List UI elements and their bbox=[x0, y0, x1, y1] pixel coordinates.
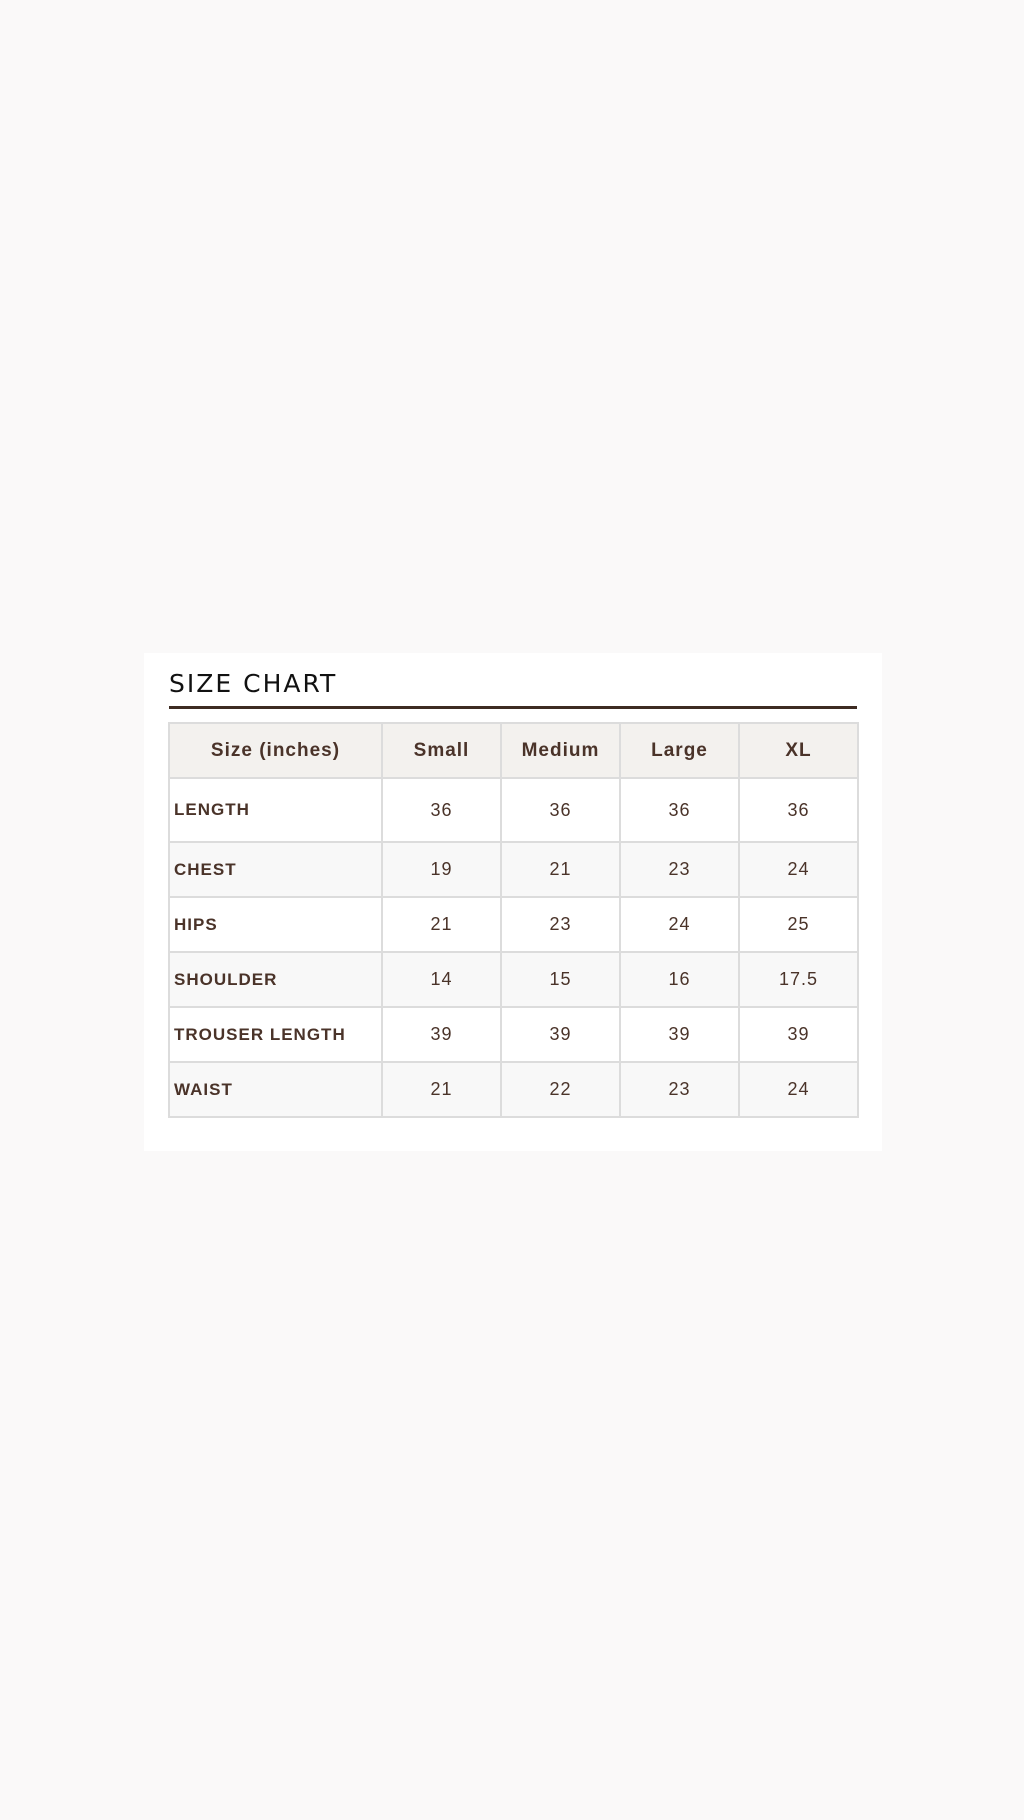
table-cell: 23 bbox=[501, 897, 620, 952]
table-row-waist bbox=[169, 1062, 858, 1117]
column-header-size: Size (inches) bbox=[169, 723, 382, 778]
title-divider bbox=[169, 706, 857, 709]
table-cell: 25 bbox=[739, 897, 858, 952]
row-label: SHOULDER bbox=[169, 952, 382, 1007]
table-cell: 16 bbox=[620, 952, 739, 1007]
table-cell: 17.5 bbox=[739, 952, 858, 1007]
row-label: LENGTH bbox=[169, 778, 382, 842]
table-cell: 14 bbox=[382, 952, 501, 1007]
table-row-shoulder bbox=[169, 952, 858, 1007]
table-cell: 19 bbox=[382, 842, 501, 897]
table-cell: 21 bbox=[382, 897, 501, 952]
row-label: CHEST bbox=[169, 842, 382, 897]
table-cell: 15 bbox=[501, 952, 620, 1007]
table-cell: 39 bbox=[620, 1007, 739, 1062]
column-header-xl: XL bbox=[739, 723, 858, 778]
table-cell: 21 bbox=[501, 842, 620, 897]
table-cell: 39 bbox=[739, 1007, 858, 1062]
table-row-hips bbox=[169, 897, 858, 952]
table-header-row bbox=[169, 723, 858, 778]
column-header-small: Small bbox=[382, 723, 501, 778]
table-cell: 24 bbox=[739, 842, 858, 897]
table-cell: 36 bbox=[620, 778, 739, 842]
table-cell: 39 bbox=[382, 1007, 501, 1062]
table-cell: 22 bbox=[501, 1062, 620, 1117]
table-cell: 39 bbox=[501, 1007, 620, 1062]
table-cell: 24 bbox=[620, 897, 739, 952]
table-cell: 24 bbox=[739, 1062, 858, 1117]
table-row-length bbox=[169, 778, 858, 842]
table-cell: 36 bbox=[739, 778, 858, 842]
row-label: TROUSER LENGTH bbox=[169, 1007, 382, 1062]
column-header-large: Large bbox=[620, 723, 739, 778]
table-cell: 36 bbox=[382, 778, 501, 842]
table-row-chest bbox=[169, 842, 858, 897]
size-chart-card bbox=[144, 653, 882, 1151]
table-row-trouser-length bbox=[169, 1007, 858, 1062]
page-title: SIZE CHART bbox=[169, 669, 338, 698]
row-label: HIPS bbox=[169, 897, 382, 952]
table-cell: 36 bbox=[501, 778, 620, 842]
table-cell: 21 bbox=[382, 1062, 501, 1117]
column-header-medium: Medium bbox=[501, 723, 620, 778]
table-cell: 23 bbox=[620, 842, 739, 897]
size-table bbox=[168, 722, 859, 1118]
row-label: WAIST bbox=[169, 1062, 382, 1117]
table-cell: 23 bbox=[620, 1062, 739, 1117]
